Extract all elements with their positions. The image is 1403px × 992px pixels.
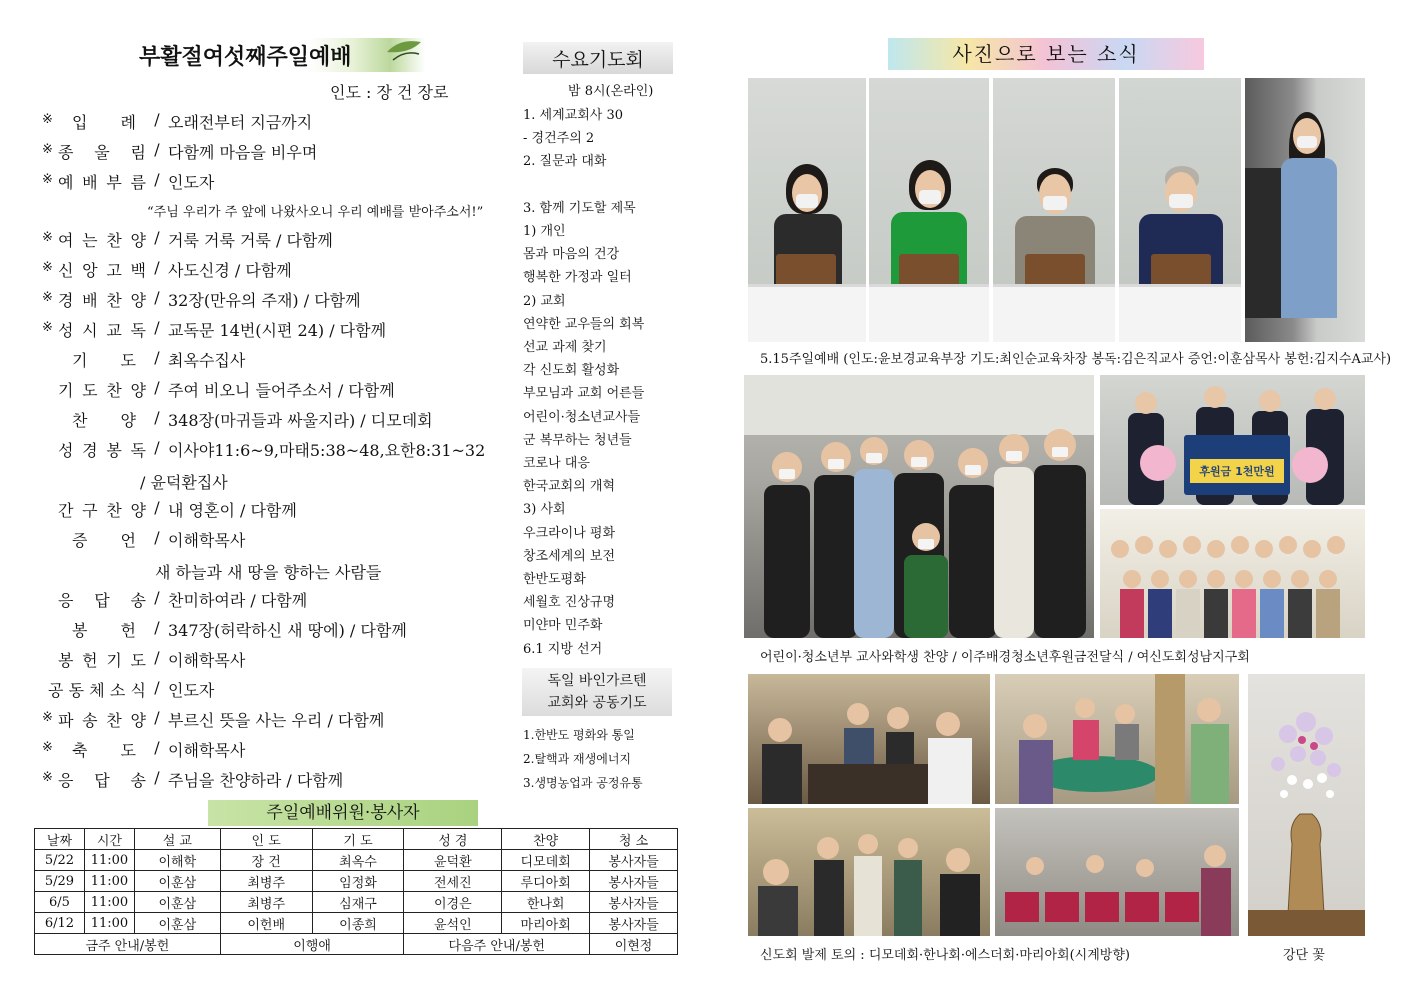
table-cell: 윤덕환 xyxy=(404,850,502,871)
separator: / xyxy=(154,438,160,457)
caption-pulpit-flowers: 강단 꽃 xyxy=(1283,948,1325,963)
order-item-name xyxy=(58,378,146,402)
table-row xyxy=(35,871,678,892)
separator: / xyxy=(154,170,160,189)
call-to-worship-text: “주님 우리가 주 앞에 나왔사오니 우리 예배를 받아주소서!” xyxy=(147,205,484,220)
order-item-name-char: 송 xyxy=(130,591,146,610)
order-item-name xyxy=(58,288,146,312)
standing-mark: ※ xyxy=(42,230,53,245)
prayer-line: 어린이·청소년교사들 xyxy=(523,409,641,425)
standing-mark xyxy=(42,588,58,612)
table-cell: 6/5 xyxy=(35,892,85,913)
table-header-cell: 성 경 xyxy=(404,829,502,850)
order-item-name-char: 기 xyxy=(58,381,74,400)
order-item-name-char: 소 xyxy=(109,681,126,700)
worship-order-item xyxy=(42,678,214,702)
order-item-name-char: 름 xyxy=(130,173,146,192)
order-item-name-char: 찬 xyxy=(106,381,122,400)
order-item-name-char: 신 xyxy=(58,261,74,280)
this-week-label: 금주 안내/봉헌 xyxy=(35,934,221,955)
order-item-name xyxy=(58,110,146,134)
flower-vase-illustration xyxy=(1248,674,1365,936)
order-item-value: 인도자 xyxy=(168,173,215,192)
worship-order-item xyxy=(42,528,245,552)
table-cell: 6/12 xyxy=(35,913,85,934)
worship-order-item xyxy=(42,438,485,462)
separator: / xyxy=(154,258,160,277)
this-week-name: 이행애 xyxy=(220,934,404,955)
order-item-name-char: 도 xyxy=(120,741,136,760)
prayer-line: 연약한 교우들의 회복 xyxy=(523,316,645,332)
table-cell: 임정화 xyxy=(312,871,404,892)
worship-order-item xyxy=(42,110,312,134)
worship-order-item xyxy=(42,408,433,432)
prayer-line: 각 신도회 활성화 xyxy=(523,363,620,379)
table-cell: 이경은 xyxy=(404,892,502,913)
order-item-name xyxy=(58,348,146,372)
order-item-name xyxy=(58,708,146,732)
order-item-name-char: 봉 xyxy=(106,441,122,460)
prayer-line: 세월호 진상규명 xyxy=(523,595,616,611)
standing-mark xyxy=(42,528,58,552)
separator: / xyxy=(154,110,160,129)
separator: / xyxy=(154,348,160,367)
volunteers-footer-row xyxy=(35,934,678,955)
germany-title-line2: 교회와 공동기도 xyxy=(547,695,647,711)
order-item-name-char: 기 xyxy=(72,351,88,370)
order-item-name-char: 백 xyxy=(130,261,146,280)
separator: / xyxy=(154,228,160,247)
table-cell: 이훈삼 xyxy=(134,871,220,892)
order-item-name-char: 헌 xyxy=(82,651,98,670)
worship-order-item xyxy=(42,618,407,642)
order-item-name-char: 구 xyxy=(82,501,98,520)
order-item-value: 주여 비오니 들어주소서 / 다함께 xyxy=(168,381,395,400)
order-item-value: 교독문 14번(시편 24) / 다함께 xyxy=(168,321,387,340)
order-item-value: 이해학목사 xyxy=(168,651,246,670)
order-item-name-char: 교 xyxy=(106,321,122,340)
order-item-name xyxy=(58,528,146,552)
order-item-name-char: 양 xyxy=(130,501,146,520)
worship-order-item xyxy=(42,648,245,672)
order-item-name xyxy=(58,618,146,642)
prayer-line: 몸과 마음의 건강 xyxy=(523,247,620,263)
order-item-name xyxy=(58,408,146,432)
separator: / xyxy=(154,738,160,757)
worship-title: 부활절여섯째주일예배 xyxy=(135,38,425,72)
separator: / xyxy=(154,528,160,547)
table-header-cell: 날짜 xyxy=(35,829,85,850)
order-item-name xyxy=(58,318,146,342)
prayer-line: 우크라이나 평화 xyxy=(523,525,616,541)
worship-order-item xyxy=(42,258,292,282)
standing-mark xyxy=(42,378,58,402)
standing-mark: ※ xyxy=(42,320,53,335)
prayer-line: 군 복무하는 청년들 xyxy=(523,432,632,448)
order-item-name xyxy=(58,258,146,282)
order-item-name-char: 배 xyxy=(82,173,98,192)
order-item-name-char: 례 xyxy=(120,113,136,132)
prayer-line: 한반도평화 xyxy=(523,572,586,587)
sermon-title: 새 하늘과 새 땅을 향하는 사람들 xyxy=(155,563,382,582)
separator: / xyxy=(154,768,160,787)
donation-banner-text: 후원금 1천만원 xyxy=(1199,465,1275,478)
worship-order-item xyxy=(42,738,245,762)
order-item-name-char: 간 xyxy=(58,501,74,520)
table-cell: 이훈삼 xyxy=(134,913,220,934)
prayer-line: 선교 과제 찾기 xyxy=(523,340,607,355)
table-cell: 봉사자들 xyxy=(590,913,678,934)
order-item-name-char: 찬 xyxy=(72,411,88,430)
worship-order-item xyxy=(42,498,297,522)
order-item-name-char: 봉 xyxy=(72,621,88,640)
prayer-line: 3. 함께 기도할 제목 xyxy=(523,200,636,216)
prayer-line: 코로나 대응 xyxy=(523,456,590,471)
order-item-name-char: 배 xyxy=(82,291,98,310)
prayer-line: 1. 세계교회사 30 xyxy=(523,108,624,123)
order-item-name-char: 답 xyxy=(94,591,110,610)
order-item-value: 거룩 거룩 거룩 / 다함께 xyxy=(168,231,333,250)
next-week-name: 이현정 xyxy=(590,934,678,955)
order-item-name-char: 예 xyxy=(58,173,74,192)
prayer-line: 3) 사회 xyxy=(523,502,566,518)
table-cell: 11:00 xyxy=(84,871,134,892)
order-item-name-char: 송 xyxy=(130,771,146,790)
order-item-name-char: 동 xyxy=(68,681,85,700)
order-item-value: 347장(허락하신 새 땅에) / 다함께 xyxy=(168,621,407,640)
order-item-name xyxy=(58,140,146,164)
separator: / xyxy=(154,648,160,667)
order-item-name-char: 파 xyxy=(58,711,74,730)
photo-worship-2 xyxy=(869,78,989,342)
worship-order-item xyxy=(42,170,214,194)
prayer-line: 부모님과 교회 어른들 xyxy=(523,386,645,402)
standing-mark: ※ xyxy=(42,290,53,305)
order-item-value: 사도신경 / 다함께 xyxy=(168,261,292,280)
table-cell: 이해학 xyxy=(134,850,220,871)
discussion-2-illustration xyxy=(995,674,1239,804)
order-item-name-char: 양 xyxy=(130,711,146,730)
order-item-name-char: 는 xyxy=(82,231,98,250)
order-item-name-char: 송 xyxy=(82,711,98,730)
scripture-reader: / 윤덕환집사 xyxy=(140,473,228,492)
table-header-cell: 시간 xyxy=(84,829,134,850)
order-item-name-char: 기 xyxy=(106,651,122,670)
next-week-label: 다음주 안내/봉헌 xyxy=(404,934,590,955)
table-header-cell: 기 도 xyxy=(312,829,404,850)
table-cell: 이종희 xyxy=(312,913,404,934)
standing-mark: ※ xyxy=(42,710,53,725)
order-item-value: 오래전부터 지금까지 xyxy=(168,113,313,132)
order-item-name xyxy=(58,228,146,252)
order-item-name-char: 경 xyxy=(82,441,98,460)
order-item-name-char: 축 xyxy=(72,741,88,760)
order-item-name-char: 양 xyxy=(130,381,146,400)
volunteers-header-row xyxy=(35,829,678,850)
standing-mark: ※ xyxy=(42,172,53,187)
separator: / xyxy=(154,678,160,697)
photo-worship-3 xyxy=(993,78,1115,342)
prayer-line: 창조세계의 보전 xyxy=(523,548,616,564)
table-row xyxy=(35,892,678,913)
order-item-name-char: 울 xyxy=(94,143,110,162)
order-item-name-char: 봉 xyxy=(58,651,74,670)
order-item-name-char: 언 xyxy=(120,531,136,550)
order-item-name-char: 공 xyxy=(48,681,64,700)
worship-order-item xyxy=(42,228,333,252)
order-item-name-char: 찬 xyxy=(106,711,122,730)
standing-mark: ※ xyxy=(42,260,53,275)
order-item-name-char: 증 xyxy=(72,531,88,550)
order-item-name xyxy=(58,498,146,522)
worship-order-item xyxy=(42,708,384,732)
germany-prayer-title xyxy=(522,668,672,716)
order-item-name-char: 독 xyxy=(130,441,146,460)
order-item-value: 다함께 마음을 비우며 xyxy=(168,143,318,162)
table-cell: 전세진 xyxy=(404,871,502,892)
order-item-name-char: 부 xyxy=(106,173,122,192)
standing-mark xyxy=(42,648,58,672)
order-item-name xyxy=(58,648,146,672)
table-header-cell: 청 소 xyxy=(590,829,678,850)
standing-mark: ※ xyxy=(42,112,53,127)
order-item-name-char: 여 xyxy=(58,231,74,250)
separator: / xyxy=(154,708,160,727)
standing-mark xyxy=(42,348,58,372)
order-item-name xyxy=(58,768,146,792)
order-item-name-char: 찬 xyxy=(106,501,122,520)
table-cell: 11:00 xyxy=(84,892,134,913)
table-cell: 봉사자들 xyxy=(590,892,678,913)
order-item-name-char: 입 xyxy=(72,113,88,132)
order-item-value: 348장(마귀들과 싸울지라) / 디모데회 xyxy=(168,411,433,430)
photo-worship-4 xyxy=(1119,78,1241,342)
table-cell: 마리아회 xyxy=(502,913,590,934)
table-cell: 심재구 xyxy=(312,892,404,913)
order-item-name-char: 성 xyxy=(58,321,74,340)
separator: / xyxy=(154,618,160,637)
germany-title-line1: 독일 바인가르텐 xyxy=(547,673,647,689)
table-cell: 11:00 xyxy=(84,913,134,934)
worship-order-item xyxy=(42,378,395,402)
order-item-name-char: 응 xyxy=(58,591,74,610)
table-cell: 디모데회 xyxy=(502,850,590,871)
table-cell: 봉사자들 xyxy=(590,871,678,892)
order-item-name-char: 식 xyxy=(130,681,146,700)
separator: / xyxy=(154,588,160,607)
germany-prayer-line: 3.생명농업과 공정유통 xyxy=(523,776,643,790)
photo-womens-group xyxy=(1100,509,1365,638)
photo-news-title: 사진으로 보는 소식 xyxy=(888,38,1204,70)
leaf-decoration-icon xyxy=(385,34,425,64)
photo-discussion-3 xyxy=(748,808,990,936)
table-cell: 이헌배 xyxy=(220,913,312,934)
table-cell: 11:00 xyxy=(84,850,134,871)
order-item-value: 인도자 xyxy=(168,681,215,700)
prayer-line: 6.1 지방 선거 xyxy=(523,641,603,657)
order-item-name-char: 찬 xyxy=(106,291,122,310)
table-cell: 5/22 xyxy=(35,850,85,871)
order-item-name-char: 앙 xyxy=(82,261,98,280)
germany-prayer-line: 2.탈핵과 재생에너지 xyxy=(523,752,632,766)
worship-order-item xyxy=(42,348,245,372)
table-header-cell: 인 도 xyxy=(220,829,312,850)
order-item-name-char: 경 xyxy=(58,291,74,310)
prayer-line: 미얀마 민주화 xyxy=(523,618,603,634)
discussion-3-illustration xyxy=(748,808,990,936)
separator: / xyxy=(154,140,160,159)
photo-worship-5 xyxy=(1245,78,1365,342)
standing-mark xyxy=(42,618,58,642)
table-cell: 윤석인 xyxy=(404,913,502,934)
order-item-value: 이사야11:6~9,마태5:38~48,요한8:31~32 xyxy=(168,441,486,460)
table-cell: 최옥수 xyxy=(312,850,404,871)
volunteers-table xyxy=(34,828,678,955)
wednesday-prayer-title: 수요기도회 xyxy=(523,42,673,74)
separator: / xyxy=(154,408,160,427)
order-item-name xyxy=(48,678,146,702)
standing-mark xyxy=(42,438,58,462)
table-cell: 이훈삼 xyxy=(134,892,220,913)
prayer-line: 행복한 가정과 일터 xyxy=(523,270,632,286)
prayer-line: 2) 교회 xyxy=(523,293,566,309)
standing-mark: ※ xyxy=(42,770,53,785)
order-item-value: 32장(만유의 주재) / 다함께 xyxy=(168,291,361,310)
caption-worship: 5.15주일예배 (인도:윤보경교육부장 기도:최인순교육차장 봉독:김은직교사 증언:이훈삼목사 봉헌:김지수A교사) xyxy=(760,352,1392,367)
worship-order-item xyxy=(42,588,307,612)
photo-worship-1 xyxy=(748,78,866,342)
order-item-name-char: 도 xyxy=(120,351,136,370)
order-item-name-char: 성 xyxy=(58,441,74,460)
order-item-name xyxy=(58,588,146,612)
order-item-name-char: 도 xyxy=(130,651,146,670)
order-item-name-char: 시 xyxy=(82,321,98,340)
germany-prayer-line: 1.한반도 평화와 통일 xyxy=(523,728,635,742)
order-item-name-char: 헌 xyxy=(120,621,136,640)
standing-mark: ※ xyxy=(42,142,53,157)
photo-youth-choir xyxy=(744,375,1094,638)
order-item-name-char: 양 xyxy=(130,291,146,310)
separator: / xyxy=(154,498,160,517)
order-item-name xyxy=(58,170,146,194)
order-item-name-char: 고 xyxy=(106,261,122,280)
womens-group-illustration xyxy=(1100,509,1365,638)
photo-donation-ceremony xyxy=(1100,375,1365,505)
order-item-name-char: 양 xyxy=(130,231,146,250)
table-header-cell: 설 교 xyxy=(134,829,220,850)
order-item-name-char: 림 xyxy=(130,143,146,162)
separator: / xyxy=(154,288,160,307)
table-cell: 최병주 xyxy=(220,871,312,892)
table-cell: 최병주 xyxy=(220,892,312,913)
photo-discussion-1 xyxy=(748,674,990,804)
caption-youth-donation-women: 어린이·청소년부 교사와학생 찬양 / 이주배경청소년후원금전달식 / 여신도회성남지구회 xyxy=(760,650,1250,665)
photo-pulpit-flowers xyxy=(1248,674,1365,936)
order-item-name xyxy=(58,438,146,462)
order-item-value: 찬미하여라 / 다함께 xyxy=(168,591,308,610)
worship-leader: 인도 : 장 건 장로 xyxy=(330,83,449,102)
volunteers-title: 주일예배위원·봉사자 xyxy=(208,800,478,826)
table-cell: 장 건 xyxy=(220,850,312,871)
order-item-value: 이해학목사 xyxy=(168,531,246,550)
wednesday-prayer-time: 밤 8시(온라인) xyxy=(568,84,654,99)
donation-illustration xyxy=(1100,375,1365,505)
order-item-name-char: 독 xyxy=(130,321,146,340)
worship-order-item xyxy=(42,288,361,312)
order-item-name-char: 답 xyxy=(94,771,110,790)
prayer-line: - 경건주의 2 xyxy=(523,131,595,147)
standing-mark xyxy=(42,498,58,522)
separator: / xyxy=(154,378,160,397)
order-item-value: 이해학목사 xyxy=(168,741,246,760)
order-item-name-char: 체 xyxy=(89,681,105,700)
prayer-line: 2. 질문과 대화 xyxy=(523,154,607,170)
prayer-line: 한국교회의 개혁 xyxy=(523,479,616,495)
table-cell: 루디아회 xyxy=(502,871,590,892)
order-item-value: 내 영혼이 / 다함께 xyxy=(168,501,297,520)
table-cell: 봉사자들 xyxy=(590,850,678,871)
order-item-value: 최옥수집사 xyxy=(168,351,246,370)
order-item-name-char: 찬 xyxy=(106,231,122,250)
order-item-value: 주님을 찬양하라 / 다함께 xyxy=(168,771,344,790)
choir-illustration xyxy=(744,375,1094,638)
worship-order-item xyxy=(42,140,317,164)
order-item-name-char: 응 xyxy=(58,771,74,790)
order-item-name-char: 도 xyxy=(82,381,98,400)
standing-mark xyxy=(42,408,58,432)
order-item-name xyxy=(58,738,146,762)
table-row xyxy=(35,850,678,871)
table-cell: 한나회 xyxy=(502,892,590,913)
discussion-1-illustration xyxy=(748,674,990,804)
order-item-value: 부르신 뜻을 사는 우리 / 다함께 xyxy=(168,711,385,730)
discussion-4-illustration xyxy=(995,808,1239,936)
photo-discussion-2 xyxy=(995,674,1239,804)
standing-mark: ※ xyxy=(42,740,53,755)
prayer-line: 1) 개인 xyxy=(523,224,566,239)
caption-discussion: 신도회 발제 토의 : 디모데회·한나회·에스더회·마리아회(시계방향) xyxy=(760,948,1130,963)
table-header-cell: 찬양 xyxy=(502,829,590,850)
photo-discussion-4 xyxy=(995,808,1239,936)
table-row xyxy=(35,913,678,934)
worship-order-item xyxy=(42,768,343,792)
table-cell: 5/29 xyxy=(35,871,85,892)
order-item-name-char: 양 xyxy=(120,411,136,430)
order-item-name-char: 종 xyxy=(58,143,74,162)
worship-order-item xyxy=(42,318,386,342)
separator: / xyxy=(154,318,160,337)
